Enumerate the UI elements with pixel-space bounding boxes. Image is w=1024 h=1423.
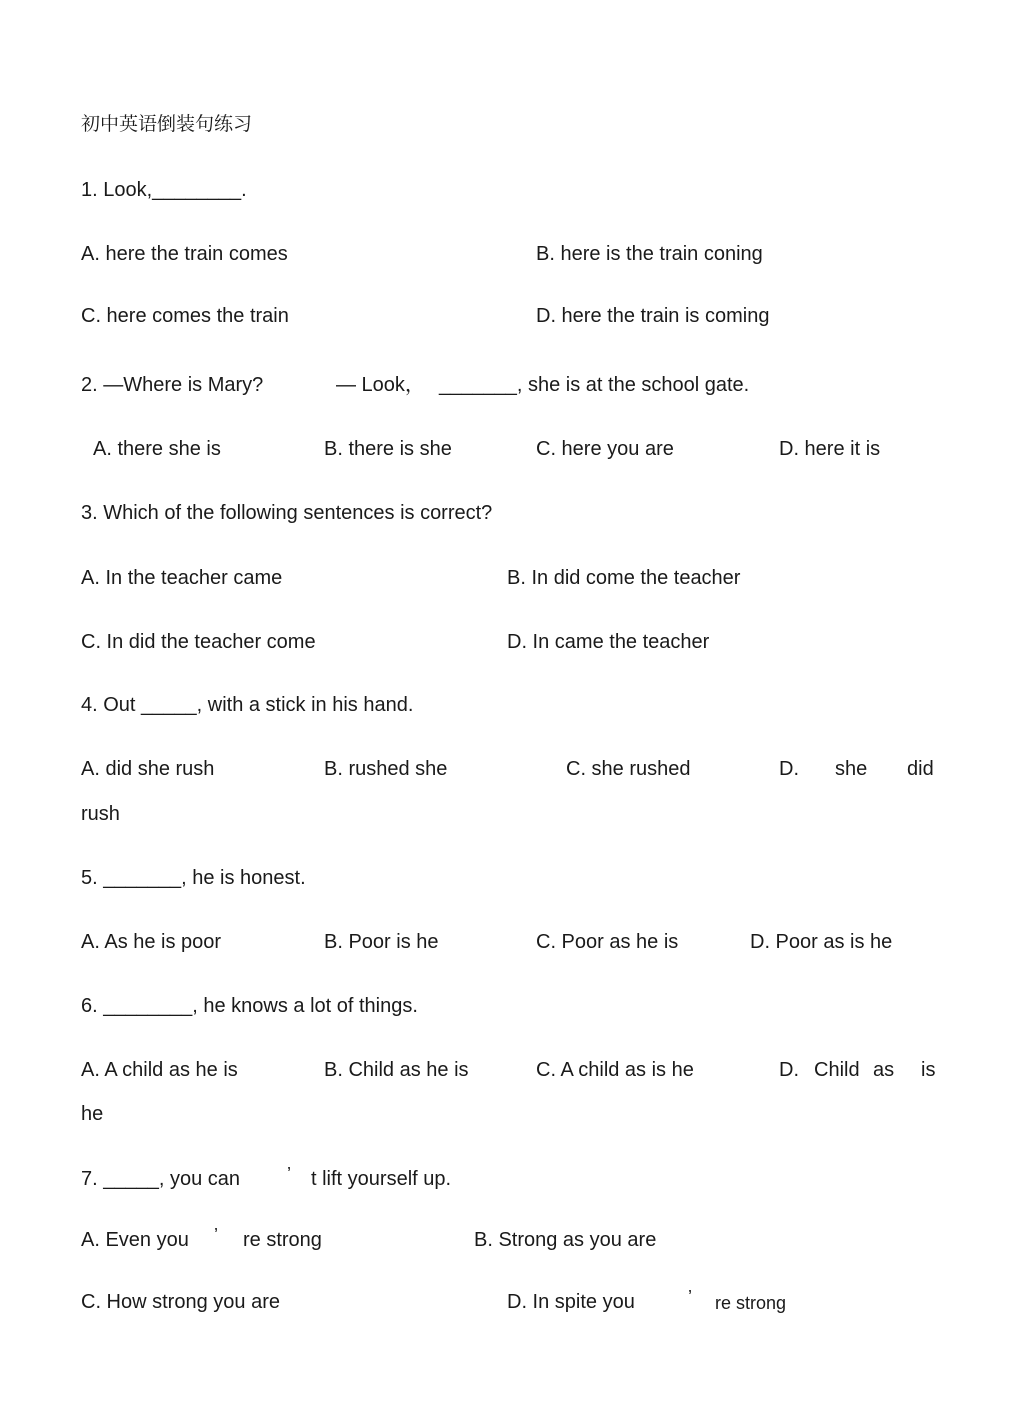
q6-option-d-word3: is	[921, 1059, 936, 1081]
q1-option-c: C. here comes the train	[81, 305, 289, 327]
question-3-stem: 3. Which of the following sentences is correct?	[81, 502, 493, 524]
q6-option-a: A. A child as he is	[81, 1059, 238, 1081]
q1-option-a: A. here the train comes	[81, 243, 288, 265]
question-2-stem-part3: _______, she is at the school gate.	[439, 374, 750, 396]
q3-option-b: B. In did come the teacher	[507, 567, 741, 589]
q2-option-d: D. here it is	[779, 438, 881, 460]
q7-option-d-part2: re strong	[715, 1293, 787, 1313]
question-2-stem-part2: — Look，	[336, 374, 425, 396]
q4-option-d-word1: she	[835, 758, 868, 780]
q2-option-c: C. here you are	[536, 438, 674, 460]
q1-option-d: D. here the train is coming	[536, 305, 770, 327]
q4-option-d-word3: rush	[81, 803, 120, 825]
q4-option-d-word2: did	[907, 758, 934, 780]
q6-option-b: B. Child as he is	[324, 1059, 469, 1081]
question-7-stem-part1: 7. _____, you can	[81, 1168, 241, 1190]
question-7-stem-part2: t lift yourself up.	[311, 1168, 452, 1190]
q7-option-b: B. Strong as you are	[474, 1229, 657, 1251]
q2-option-b: B. there is she	[324, 438, 452, 460]
question-2-stem-part1: 2. —Where is Mary?	[81, 374, 264, 396]
q6-option-d-word4: he	[81, 1103, 104, 1125]
page-title: 初中英语倒装句练习	[81, 113, 253, 135]
q5-option-a: A. As he is poor	[81, 931, 222, 953]
q1-option-b: B. here is the train coning	[536, 243, 763, 265]
q4-option-a: A. did she rush	[81, 758, 215, 780]
q7-option-a-apostrophe: ’	[214, 1225, 218, 1245]
q2-option-a: A. there she is	[93, 438, 221, 460]
q6-option-c: C. A child as is he	[536, 1059, 694, 1081]
q4-option-d-label: D.	[779, 758, 799, 780]
q3-option-c: C. In did the teacher come	[81, 631, 316, 653]
q7-option-c: C. How strong you are	[81, 1291, 280, 1313]
question-6-stem: 6. ________, he knows a lot of things.	[81, 995, 418, 1017]
q4-option-c: C. she rushed	[566, 758, 691, 780]
q7-option-a-part1: A. Even you	[81, 1229, 189, 1251]
q5-option-c: C. Poor as he is	[536, 931, 679, 953]
q7-option-a-part2: re strong	[243, 1229, 322, 1251]
q4-option-b: B. rushed she	[324, 758, 448, 780]
q6-option-d-word2: as	[873, 1059, 895, 1081]
q3-option-d: D. In came the teacher	[507, 631, 710, 653]
question-5-stem: 5. _______, he is honest.	[81, 867, 306, 889]
question-7-apostrophe: ’	[287, 1164, 291, 1184]
q5-option-d: D. Poor as is he	[750, 931, 893, 953]
q5-option-b: B. Poor is he	[324, 931, 439, 953]
q7-option-d-apostrophe: ’	[688, 1287, 692, 1307]
q3-option-a: A. In the teacher came	[81, 567, 283, 589]
question-4-stem: 4. Out _____, with a stick in his hand.	[81, 694, 414, 716]
question-1-stem: 1. Look,________.	[81, 179, 247, 201]
q6-option-d-word1: Child	[814, 1059, 860, 1081]
q7-option-d-part1: D. In spite you	[507, 1291, 635, 1313]
q6-option-d-label: D.	[779, 1059, 799, 1081]
